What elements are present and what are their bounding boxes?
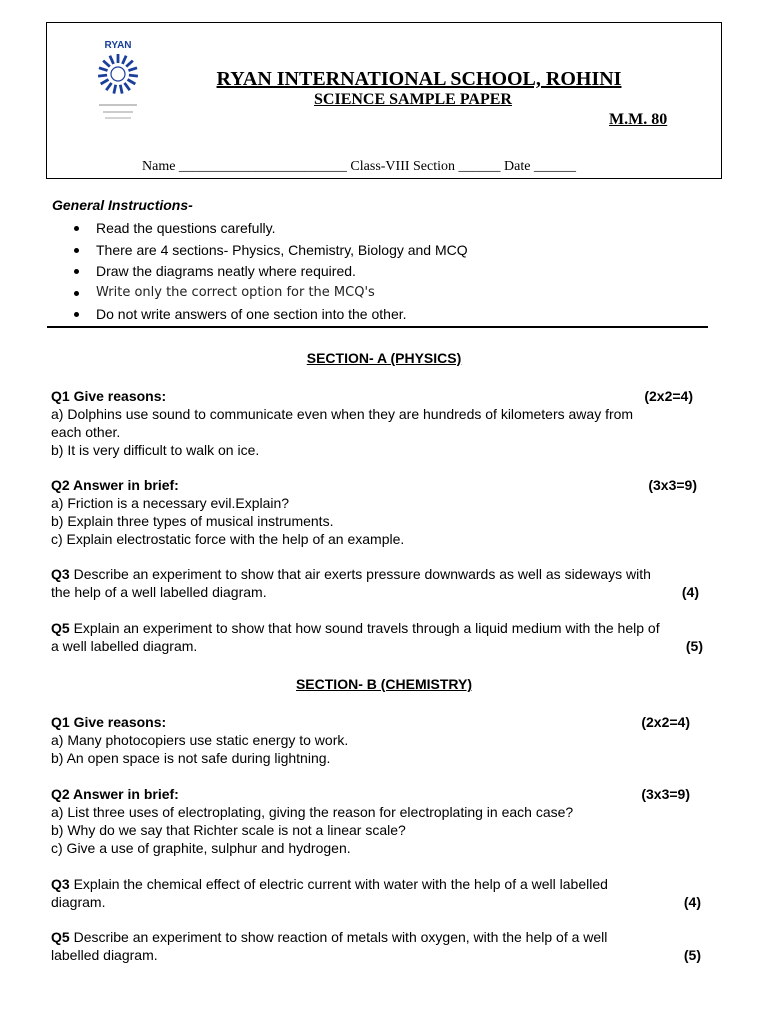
divider [47, 326, 708, 328]
question-label: Q2 Answer in brief: [51, 786, 179, 802]
instruction-item: Read the questions carefully. [74, 219, 468, 241]
question-marks: (2x2=4) [644, 388, 693, 404]
question-text: Explain the chemical effect of electric current with water with the help of a well labelled [73, 876, 608, 892]
question-marks: (3x3=9) [648, 477, 697, 493]
student-details-line: Name ________________________ Class-VIII Section ______ Date ______ [142, 159, 576, 174]
question-number: Q3 [51, 566, 70, 582]
question-text: labelled diagram. [51, 947, 158, 963]
question-marks: (3x3=9) [641, 786, 690, 802]
question-text: Describe an experiment to show reaction of metals with oxygen, with the help of a well [73, 929, 608, 945]
question-text: a well labelled diagram. [51, 638, 198, 654]
instruction-item: Draw the diagrams neatly where required. [74, 262, 468, 284]
question-line: b) Explain three types of musical instruments. [51, 513, 334, 529]
header-box [46, 22, 722, 179]
question-marks: (4) [681, 584, 699, 600]
question-marks: (4) [683, 894, 701, 910]
question-line: c) Give a use of graphite, sulphur and hydrogen. [51, 840, 351, 856]
instructions-title: General Instructions- [52, 197, 193, 213]
section-a-q5 [51, 619, 703, 655]
section-b-q5 [51, 928, 701, 964]
section-b-q3 [51, 875, 701, 911]
paper-title: SCIENCE SAMPLE PAPER [314, 91, 512, 108]
instruction-item: There are 4 sections- Physics, Chemistry, Biology and MCQ [74, 241, 468, 263]
question-number: Q5 [51, 929, 70, 945]
question-text: the help of a well labelled diagram. [51, 584, 267, 600]
section-a-q3 [51, 565, 699, 601]
question-label: Q1 Give reasons: [51, 388, 167, 404]
max-marks: M.M. 80 [609, 111, 668, 128]
question-marks: (2x2=4) [641, 714, 690, 730]
section-a-q2 [51, 476, 711, 548]
question-line: a) List three uses of electroplating, giving the reason for electroplating in each case? [51, 804, 574, 820]
section-a-q1 [51, 387, 711, 459]
question-number: Q5 [51, 620, 70, 636]
question-label: Q1 Give reasons: [51, 714, 167, 730]
section-a-title: SECTION- A (PHYSICS) [306, 350, 462, 366]
school-name: RYAN INTERNATIONAL SCHOOL, ROHINI [216, 68, 622, 90]
question-line: a) Friction is a necessary evil.Explain? [51, 495, 290, 511]
question-label: Q2 Answer in brief: [51, 477, 179, 493]
question-line: a) Dolphins use sound to communicate even when they are hundreds of kilometers away from [51, 406, 634, 422]
instruction-item: Do not write answers of one section into the other. [74, 305, 468, 327]
question-line: b) An open space is not safe during lightning. [51, 750, 331, 766]
question-marks: (5) [683, 947, 701, 963]
question-line: c) Explain electrostatic force with the help of an example. [51, 531, 405, 547]
section-b-title: SECTION- B (CHEMISTRY) [295, 676, 473, 692]
question-line: each other. [51, 424, 121, 440]
question-number: Q3 [51, 876, 70, 892]
question-line: b) It is very difficult to walk on ice. [51, 442, 260, 458]
section-b-q2 [51, 785, 711, 857]
question-text: Explain an experiment to show that how sound travels through a liquid medium with the help of [73, 620, 660, 636]
question-text: diagram. [51, 894, 106, 910]
section-b-q1 [51, 713, 711, 767]
question-marks: (5) [685, 638, 703, 654]
question-line: b) Why do we say that Richter scale is not a linear scale? [51, 822, 406, 838]
logo-wordmark: RYAN [104, 40, 132, 51]
instruction-item: Write only the correct option for the MCQ's [74, 284, 468, 306]
question-line: a) Many photocopiers use static energy to work. [51, 732, 349, 748]
question-text: Describe an experiment to show that air exerts pressure downwards as well as sideways with [73, 566, 651, 582]
instructions-list [74, 219, 468, 327]
